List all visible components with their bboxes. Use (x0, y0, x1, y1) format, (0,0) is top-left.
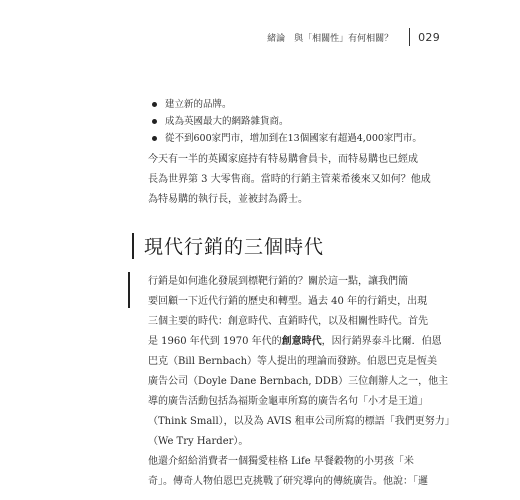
running-header (267, 28, 440, 46)
bullet-list (152, 96, 422, 147)
page-number: 029 (418, 30, 440, 44)
paragraph-eras: 行銷是如何進化發展到標靶行銷的？關於這一點，讓我們簡 要回顧一下近代行銷的歷史和轉型。過去 40 年的行銷史，出現 三個主要的時代：創意時代、直銷時代，以及相關性時代。首先 是 1960 年代到 1970 年代的創意時代，因行銷界泰斗比爾．伯恩 巴克（Bill Bernbach）等人提出的理論而發跡。伯恩巴克是恆美 廣告公司（Doyle Dane Bernbach, DDB）三位創辦人之一，他主 導的廣告活動包括為福斯金龜車所寫的廣告名句「小才是王道」 （Think Small），以及為 AVIS 租車公司所寫的標語「我們更努力」 （We Try Harder）。 (148, 276, 455, 447)
bullet-item: 建立新的品牌。 (152, 96, 422, 113)
emphasis-creative-era: 創意時代 (281, 336, 322, 347)
paragraph-mikey: 他還介紹給消費者一個獨愛桂格 Life 早餐穀物的小男孩「米 奇」。傳奇人物伯恩巴克挑戰了研究導向的傳統廣告。他說：「邏 (148, 456, 428, 487)
section-title: 現代行銷的三個時代 (144, 236, 325, 258)
bullet-icon (152, 136, 157, 141)
bullet-icon (152, 102, 157, 107)
bullet-icon (152, 119, 157, 124)
paragraph-tesco: 今天有一半的英國家庭持有特易購會員卡，而特易購也已經成 長為世界第 3 大零售商。當時的行銷主管萊希後來又如何？他成 為特易購的執行長，並被封為爵士。 (148, 154, 431, 205)
line-with-emphasis: 是 1960 年代到 1970 年代的創意時代，因行銷界泰斗比爾．伯恩 (148, 336, 442, 347)
bullet-item: 成為英國最大的網路雜貨商。 (152, 113, 422, 130)
section-heading (132, 232, 324, 259)
bullet-item: 從不到600家門市，增加到在13個國家有超過4,000家門市。 (152, 130, 422, 147)
header-divider (409, 28, 410, 46)
side-rule (128, 272, 130, 308)
heading-bar (132, 233, 134, 259)
chapter-title: 緒論 與「相關性」有何相關？ (267, 33, 394, 44)
